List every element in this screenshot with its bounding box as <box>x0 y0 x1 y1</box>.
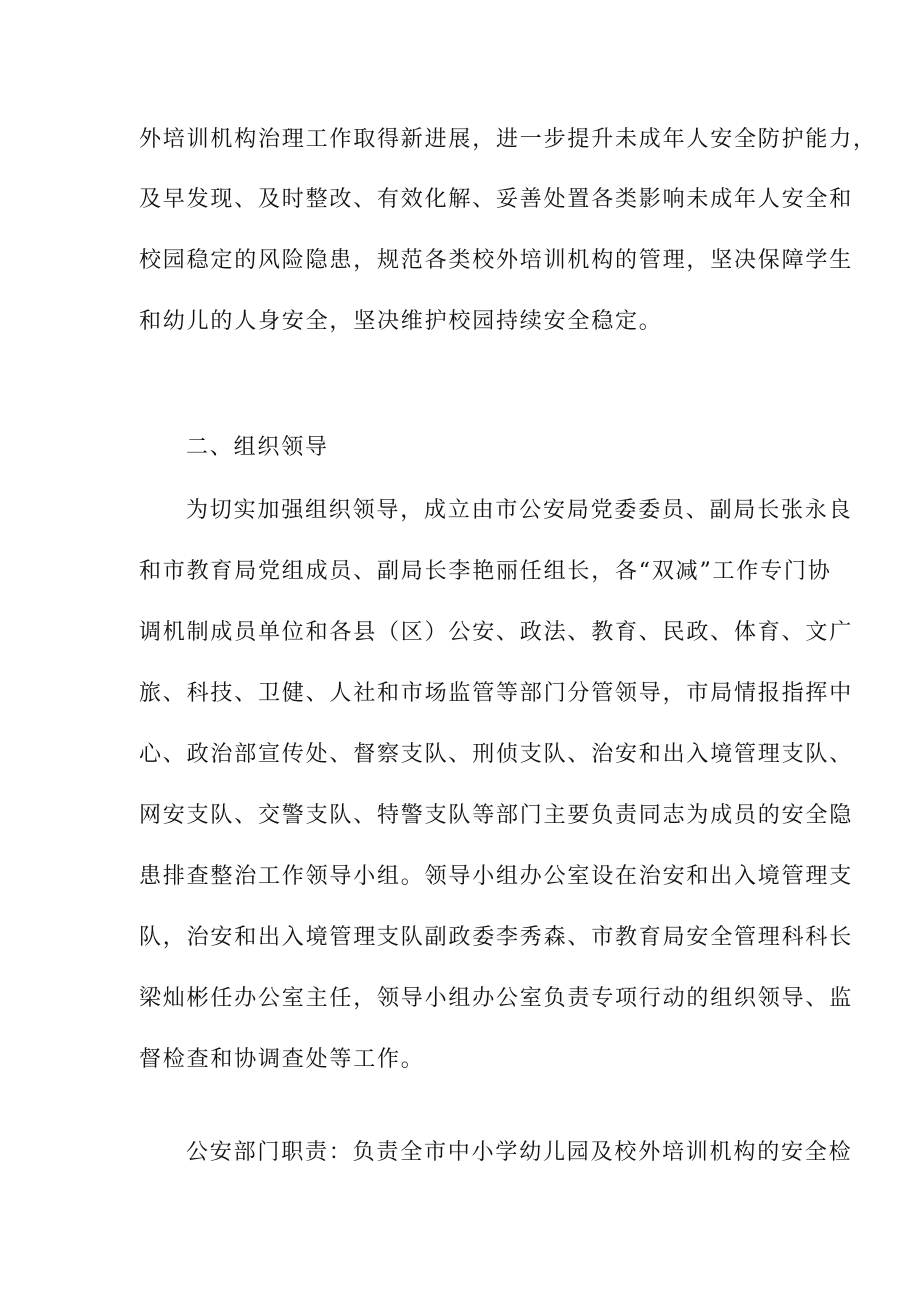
paragraph-line: 校园稳定的风险隐患，规范各类校外培训机构的管理，坚决保障学生 <box>139 248 854 273</box>
paragraph-line: 为切实加强组织领导，成立由市公安局党委委员、副局长张永良 <box>186 498 853 523</box>
paragraph-line: 网安支队、交警支队、特警支队等部门主要负责同志为成员的安全隐 <box>139 803 854 828</box>
paragraph-line: 和幼儿的人身安全，坚决维护校园持续安全稳定。 <box>139 309 663 334</box>
paragraph-line: 和市教育局党组成员、副局长李艳丽任组长，各“双减”工作专门协 <box>139 559 832 584</box>
paragraph-line: 队，治安和出入境管理支队副政委李秀森、市教育局安全管理科科长 <box>139 925 854 950</box>
paragraph-line: 及早发现、及时整改、有效化解、妥善处置各类影响未成年人安全和 <box>139 187 854 212</box>
paragraph-line: 旅、科技、卫健、人社和市场监管等部门分管领导，市局情报指挥中 <box>139 681 854 706</box>
paragraph-line: 患排查整治工作领导小组。领导小组办公室设在治安和出入境管理支 <box>139 864 854 889</box>
paragraph-line: 梁灿彬任办公室主任，领导小组办公室负责专项行动的组织领导、监 <box>139 986 854 1011</box>
paragraph-line: 公安部门职责：负责全市中小学幼儿园及校外培训机构的安全检 <box>186 1140 853 1165</box>
paragraph-line: 督检查和协调查处等工作。 <box>139 1047 425 1072</box>
paragraph-line: 外培训机构治理工作取得新进展，进一步提升未成年人安全防护能力， <box>139 127 877 152</box>
section-heading: 二、组织领导 <box>186 435 329 460</box>
paragraph-line: 心、政治部宣传处、督察支队、刑侦支队、治安和出入境管理支队、 <box>139 742 854 767</box>
paragraph-line: 调机制成员单位和各县（区）公安、政法、教育、民政、体育、文广 <box>139 620 854 645</box>
